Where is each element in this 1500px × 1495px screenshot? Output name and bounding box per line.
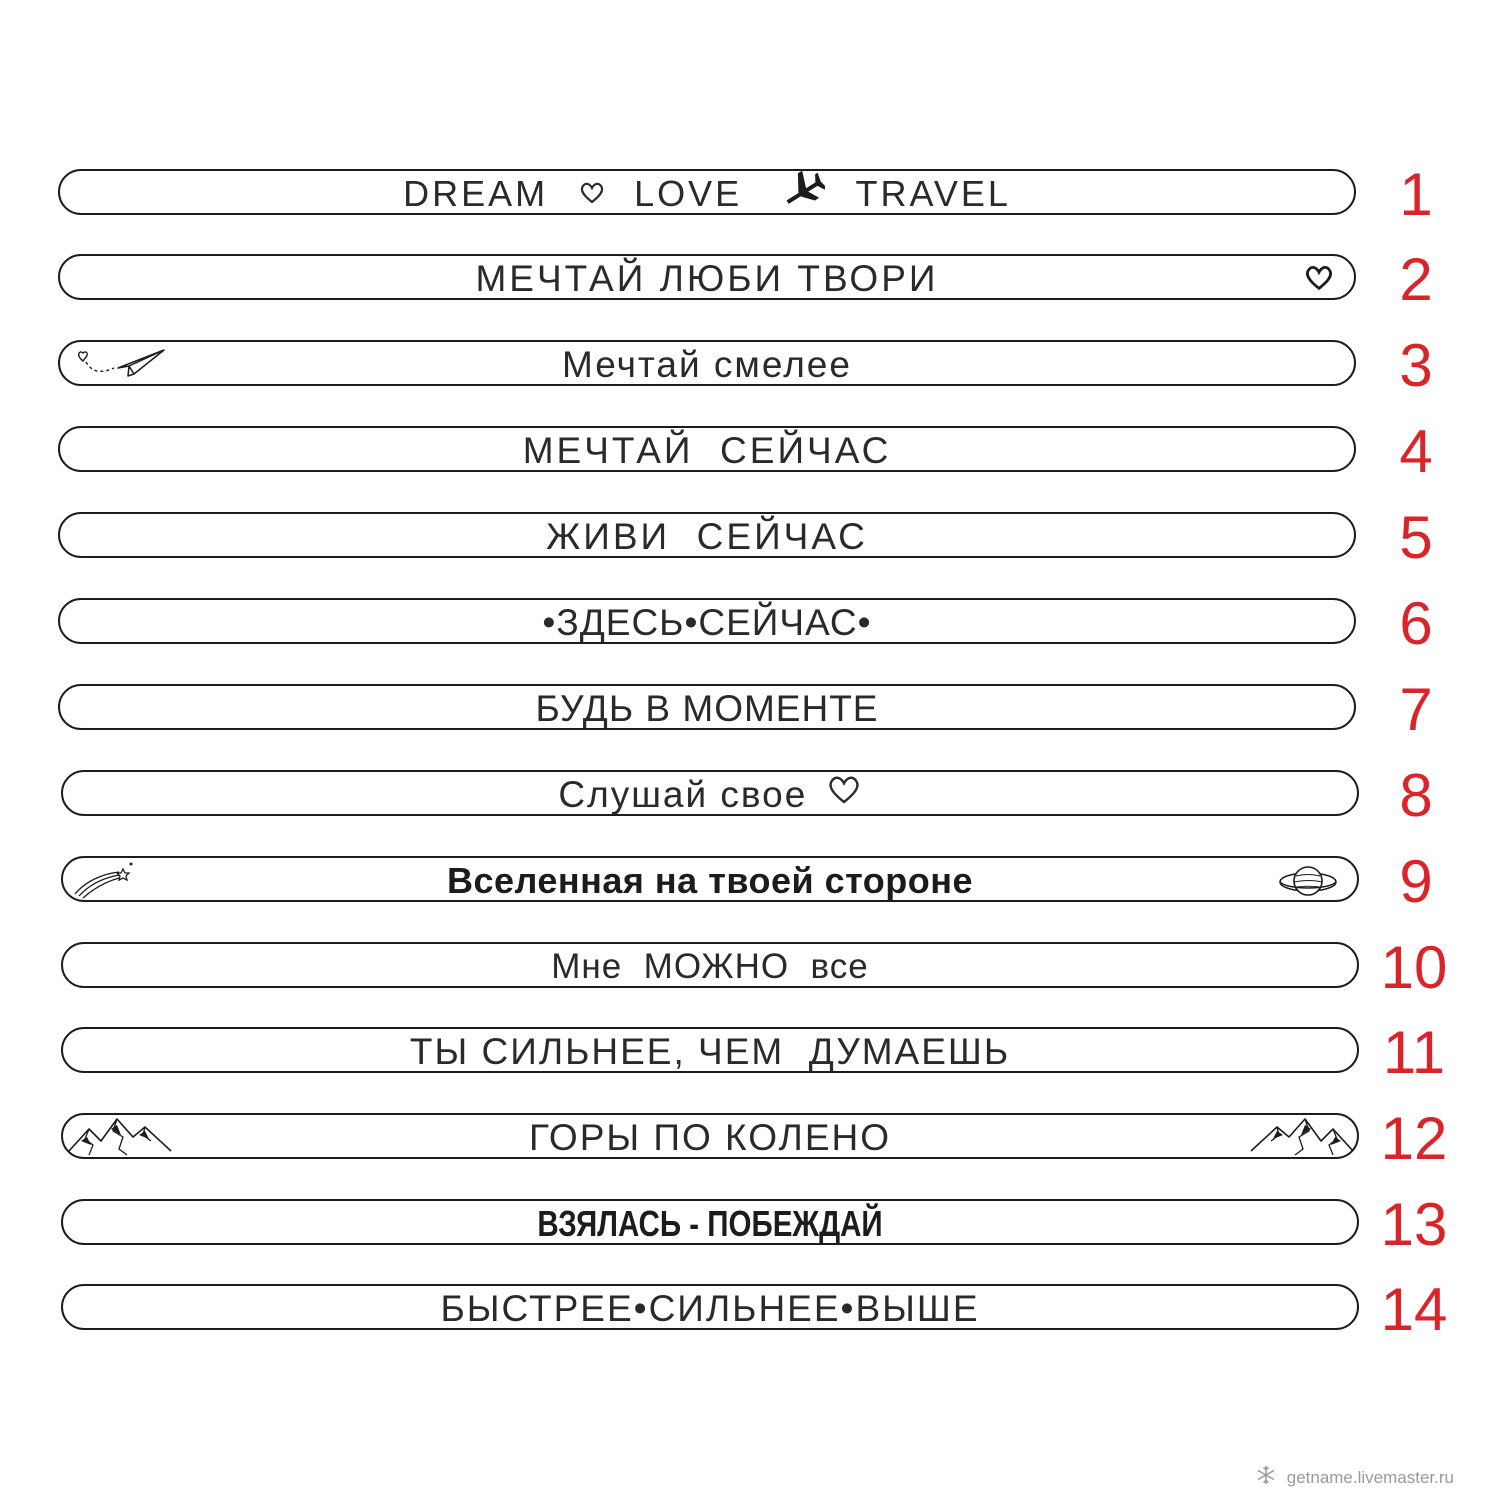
band-number: 1 xyxy=(1399,161,1433,228)
bracelet-band xyxy=(61,1199,1359,1245)
band-row xyxy=(0,676,1500,743)
band-number: 12 xyxy=(1380,1105,1448,1172)
bracelet-band xyxy=(58,426,1356,472)
watermark xyxy=(1256,1465,1454,1489)
band-row xyxy=(0,332,1500,399)
band-text: •ЗДЕСЬ•СЕЙЧАС• xyxy=(542,602,872,643)
band-number: 7 xyxy=(1399,676,1433,743)
mountains-icon xyxy=(1245,1115,1355,1161)
band-text: ГОРЫ ПО КОЛЕНО xyxy=(528,1117,892,1158)
planet-icon xyxy=(1277,860,1339,906)
bracelet-band xyxy=(61,856,1359,902)
bracelet-band xyxy=(58,598,1356,644)
band-row xyxy=(0,1276,1500,1343)
band-text: ЖИВИ СЕЙЧАС xyxy=(546,516,868,557)
heart-outline-icon xyxy=(579,170,605,216)
band-row xyxy=(0,590,1500,657)
band-text: МЕЧТАЙ ЛЮБИ ТВОРИ xyxy=(475,258,939,299)
band-row xyxy=(0,762,1500,829)
band-text: МЕЧТАЙ СЕЙЧАС xyxy=(522,430,892,471)
band-number: 9 xyxy=(1399,848,1433,915)
airplane-icon xyxy=(781,169,825,218)
band-text: ВЗЯЛАСЬ - ПОБЕЖДАЙ xyxy=(537,1203,883,1244)
band-number: 14 xyxy=(1380,1276,1448,1343)
band-number: 10 xyxy=(1380,934,1448,1001)
band-row xyxy=(0,246,1500,313)
band-word: TRAVEL xyxy=(855,173,1011,214)
bracelet-band xyxy=(61,1027,1359,1073)
band-text xyxy=(63,772,1357,818)
band-text: ТЫ СИЛЬНЕЕ, ЧЕМ ДУМАЕШЬ xyxy=(409,1031,1011,1072)
heart-outline-icon xyxy=(826,771,862,817)
band-number: 13 xyxy=(1380,1191,1448,1258)
bracelet-band xyxy=(58,684,1356,730)
heart-outline-icon xyxy=(1304,264,1334,310)
band-row xyxy=(0,1191,1500,1258)
band-number: 11 xyxy=(1382,1019,1446,1086)
bracelet-band xyxy=(58,254,1356,300)
band-number: 6 xyxy=(1399,590,1433,657)
band-row xyxy=(0,1105,1500,1172)
band-row xyxy=(0,1019,1500,1086)
band-number: 2 xyxy=(1399,246,1433,313)
watermark-text: getname.livemaster.ru xyxy=(1286,1467,1454,1487)
bracelet-band xyxy=(58,512,1356,558)
band-text: Вселенная на твоей стороне xyxy=(446,860,974,901)
band-word: DREAM xyxy=(403,173,549,214)
bracelet-band xyxy=(58,340,1356,386)
bracelet-band xyxy=(61,942,1359,988)
snowflake-icon xyxy=(1256,1465,1276,1492)
band-number: 4 xyxy=(1399,418,1433,485)
band-row xyxy=(0,504,1500,571)
band-text: БУДЬ В МОМЕНТЕ xyxy=(535,688,879,729)
band-text: БЫСТРЕЕ•СИЛЬНЕЕ•ВЫШЕ xyxy=(440,1288,980,1329)
band-number: 8 xyxy=(1399,762,1433,829)
band-row xyxy=(0,934,1500,1001)
band-row xyxy=(0,418,1500,485)
band-text: Мечтай смелее xyxy=(562,344,852,385)
band-phrase: Слушай свое xyxy=(558,774,808,815)
bracelet-band xyxy=(58,169,1356,215)
band-word: LOVE xyxy=(634,173,743,214)
band-number: 3 xyxy=(1399,332,1433,399)
band-row xyxy=(0,848,1500,915)
bracelet-band xyxy=(61,1284,1359,1330)
band-text xyxy=(60,171,1354,217)
band-number: 5 xyxy=(1399,504,1433,571)
band-row xyxy=(0,161,1500,228)
bracelet-band xyxy=(61,1113,1359,1159)
band-text: Мне МОЖНО все xyxy=(551,947,869,986)
bracelet-band xyxy=(61,770,1359,816)
